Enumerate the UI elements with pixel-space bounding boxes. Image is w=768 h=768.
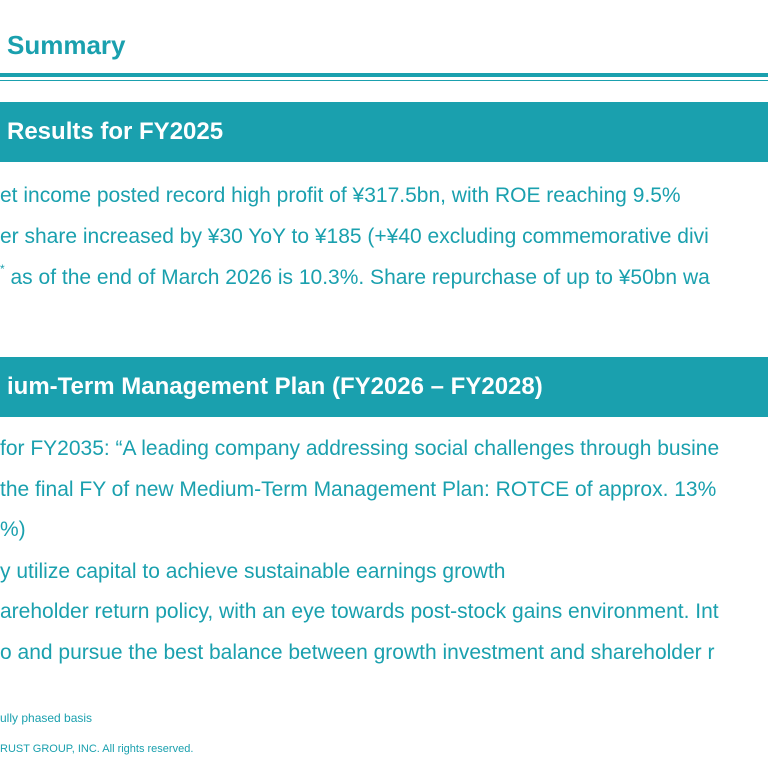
results-line-capital-ratio-text: as of the end of March 2026 is 10.3%. Share repurchase of up to ¥50bn wa — [4, 266, 710, 289]
section-bar-results — [0, 102, 768, 162]
plan-line-capital: y utilize capital to achieve sustainable earnings growth — [0, 560, 506, 583]
plan-line-target-cont: %) — [0, 518, 26, 541]
page-title: Summary — [7, 30, 126, 60]
title-underline-thin — [0, 80, 768, 81]
section-title-results: Results for FY2025 — [7, 118, 224, 145]
plan-line-vision: for FY2035: “A leading company addressing social challenges through busine — [0, 437, 720, 460]
results-line-net-income: et income posted record high profit of ¥317.5bn, with ROE reaching 9.5% — [0, 184, 681, 207]
plan-line-return-policy: areholder return policy, with an eye towards post-stock gains environment. Int — [0, 600, 719, 623]
section-bar-plan — [0, 357, 768, 417]
copyright: RUST GROUP, INC. All rights reserved. — [0, 743, 194, 755]
plan-line-target: the final FY of new Medium-Term Management Plan: ROTCE of approx. 13% — [0, 478, 717, 501]
section-title-plan: ium-Term Management Plan (FY2026 – FY2028) — [7, 373, 543, 400]
results-line-capital-ratio — [0, 262, 710, 289]
footnote: ully phased basis — [0, 711, 93, 725]
footnote-marker: * — [0, 262, 5, 276]
results-line-dividend: er share increased by ¥30 YoY to ¥185 (+¥40 excluding commemorative divi — [0, 225, 709, 248]
plan-line-balance: o and pursue the best balance between growth investment and shareholder r — [0, 641, 715, 664]
title-underline-thick — [0, 73, 768, 77]
